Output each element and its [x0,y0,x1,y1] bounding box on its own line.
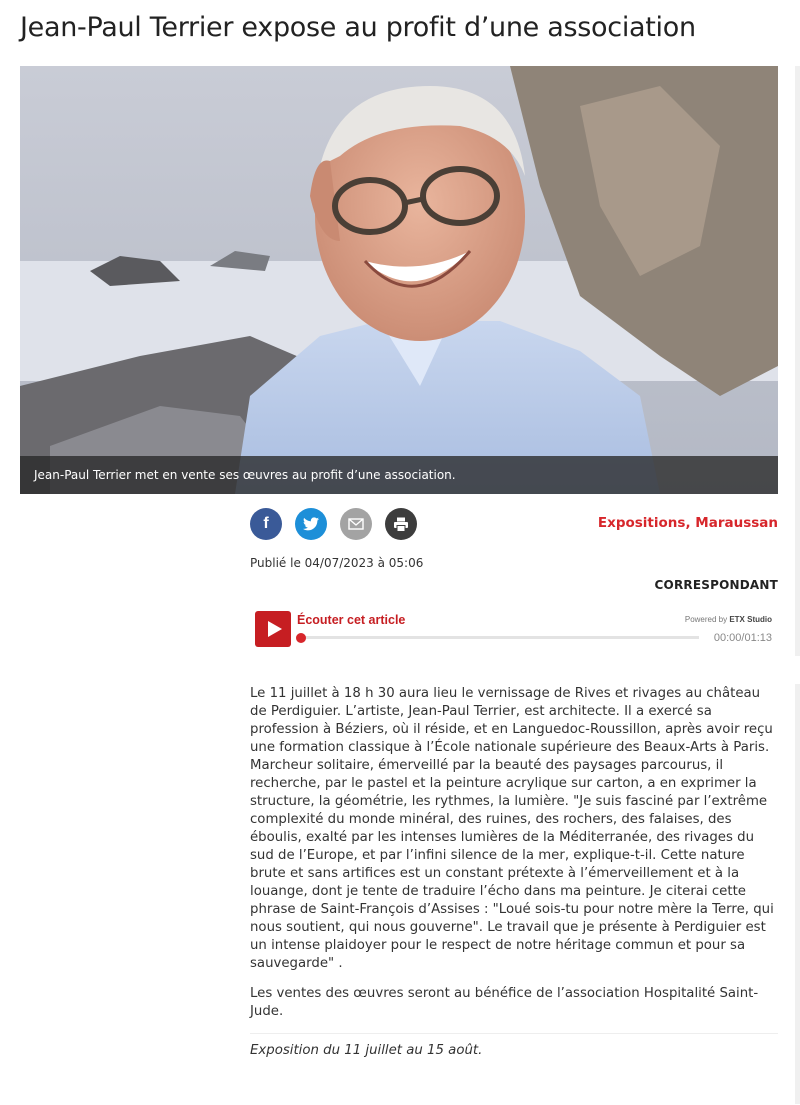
share-bar [250,508,417,540]
time-readout: 00:00/01:13 [713,632,772,644]
powered-by [685,615,772,624]
progress-handle[interactable] [296,633,306,643]
print-button[interactable] [385,508,417,540]
author: CORRESPONDANT [654,578,778,592]
print-icon [393,517,409,532]
powered-prefix: Powered by [684,615,730,624]
mail-icon [348,518,364,530]
progress-track[interactable] [299,636,699,639]
article-title: Jean-Paul Terrier expose au profit d’une association [20,12,696,43]
twitter-icon [303,517,319,531]
category-link-expositions[interactable]: Expositions [597,515,686,531]
paragraph: Le 11 juillet à 18 h 30 aura lieu le vernissage de Rives et rivages au château de Perdiguier. L’artiste, Jean-Paul Terrier, est architecte. Il a exercé sa profession à Béziers, où il réside, et en Languedoc-Roussillon, après avoir reçu une formation classique à l’École nationale supérieure des Beaux-Arts à Paris. Marcheur solitaire, émerveillé par la beauté des paysages parcourus, il recherche, par le pastel et la peinture acrylique sur carton, a en exprimer la structure, la géométrie, les rythmes, la lumière. "Je suis fasciné par l’extrême complexité du monde minéral, des ruines, des rochers, des falaises, des éboulis, exalté par les intenses lumières de la Méditerranée, des rivages du sud de l’Europe, et par l’infini silence de la mer, explique-t-il. Cette nature brute et sans artifices est un constant prétexte à l’émerveillement et à la louange, dont je tente de traduire l’écho dans ma peinture. Je citerai cette phrase de Saint-François d’Assises : "Loué sois-tu pour notre mère la Terre, qui nous soutient, qui nous gouverne". Le travail que je présente à Perdiguier est un intense plaidoyer pour le respect de notre héritage commun et pour sa sauvegarde" . [250,686,774,971]
side-scrollbar-lower[interactable] [795,684,800,1104]
exposition-dates: Exposition du 11 juillet au 15 août. [250,1033,778,1060]
side-scrollbar[interactable] [795,66,800,656]
powered-brand: ETX Studio [729,615,772,624]
audio-player [250,606,778,652]
article-body [250,685,778,1072]
play-button[interactable] [255,611,291,647]
category-link-maraussan[interactable]: Maraussan [695,515,778,531]
hero-photo [20,66,778,494]
category-separator: , [685,515,696,531]
mail-share-button[interactable] [340,508,372,540]
publish-date: Publié le 04/07/2023 à 05:06 [250,556,424,570]
hero-image [20,66,778,494]
listen-label[interactable]: Écouter cet article [297,613,406,627]
image-caption: Jean-Paul Terrier met en vente ses œuvres au profit d’une association. [20,456,778,494]
facebook-share-button[interactable] [250,508,282,540]
categories [598,515,778,531]
facebook-icon: f [263,515,269,532]
twitter-share-button[interactable] [295,508,327,540]
paragraph: Les ventes des œuvres seront au bénéfice de l’association Hospitalité Saint-Jude. [250,986,759,1019]
